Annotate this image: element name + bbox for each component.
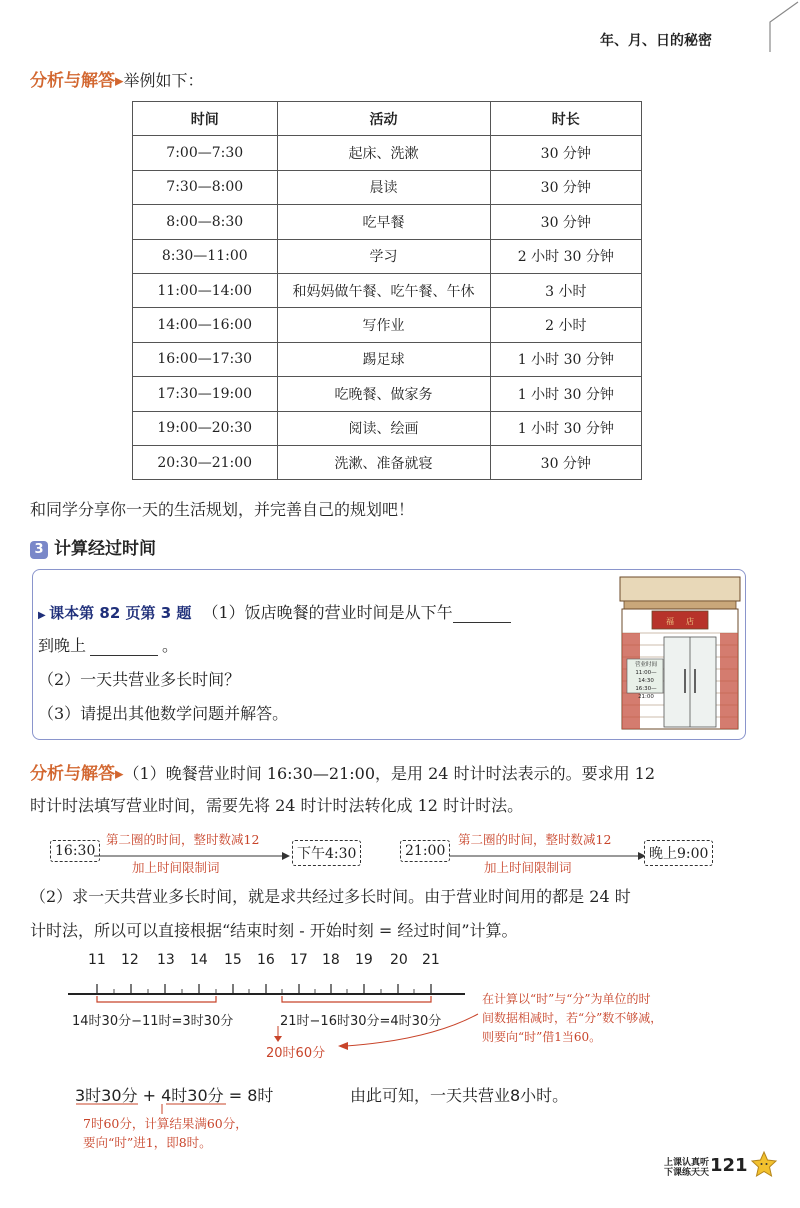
analysis-p1-line1: （1）晚餐营业时间 16:30—21:00，是用 24 时计时法表示的。要求用 12 xyxy=(123,764,656,783)
star-mascot-icon xyxy=(750,1150,778,1180)
analysis-label: 分析与解答 xyxy=(30,71,115,91)
conversion-rule: 第二圈的时间，整时数减12 xyxy=(106,832,260,847)
cell-activity: 起床、洗漱 xyxy=(277,136,490,170)
carry-note xyxy=(83,1114,248,1152)
table-row xyxy=(133,136,642,170)
table-row xyxy=(133,239,642,273)
restaurant-illustration xyxy=(618,573,742,733)
hours-sign xyxy=(629,661,663,701)
cell-activity: 吃晚餐、做家务 xyxy=(277,377,490,411)
footer-tag xyxy=(664,1158,709,1178)
table-row xyxy=(133,273,642,307)
table-row xyxy=(133,377,642,411)
restaurant-drawing xyxy=(618,573,742,733)
tick-label: 11 xyxy=(88,952,106,968)
tick-label: 12 xyxy=(121,952,139,968)
svg-text:福: 福 xyxy=(666,617,674,626)
textbook-reference: 课本第 82 页第 3 题 xyxy=(49,604,192,622)
cell-duration: 30 分钟 xyxy=(490,136,641,170)
analysis-p2-line2: 计时法，所以可以直接根据“结束时刻 - 开始时刻 = 经过时间”计算。 xyxy=(30,921,518,940)
cell-duration: 30 分钟 xyxy=(490,170,641,204)
conversion-rule: 第二圈的时间，整时数减12 xyxy=(458,832,612,847)
note-arrow-icon xyxy=(330,1010,480,1050)
cell-activity: 踢足球 xyxy=(277,342,490,376)
cell-activity: 和妈妈做午餐、吃午餐、午休 xyxy=(277,273,490,307)
conversion-diagram-2 xyxy=(400,830,730,875)
cell-duration: 2 小时 30 分钟 xyxy=(490,239,641,273)
borrow-result: 20时60分 xyxy=(266,1046,326,1061)
col-header-duration: 时长 xyxy=(490,102,641,136)
table-header-row xyxy=(133,102,642,136)
conversion-step: 加上时间限制词 xyxy=(484,860,572,875)
cell-activity: 写作业 xyxy=(277,308,490,342)
conversion-from: 16:30 xyxy=(50,840,100,862)
cell-duration: 1 小时 30 分钟 xyxy=(490,342,641,376)
cell-time: 19:00—20:30 xyxy=(133,411,278,445)
table-row xyxy=(133,445,642,479)
exercise-q2: （2）一天共营业多长时间？ xyxy=(38,670,241,689)
exercise-q1 xyxy=(38,600,511,623)
cell-activity: 吃早餐 xyxy=(277,205,490,239)
table-row xyxy=(133,170,642,204)
cell-time: 20:30—21:00 xyxy=(133,445,278,479)
conversion-step: 加上时间限制词 xyxy=(132,860,220,875)
col-header-time: 时间 xyxy=(133,102,278,136)
q1-text-2: 到晚上 xyxy=(38,636,87,655)
sign-line-1: 11:00—14:30 xyxy=(635,670,657,684)
cell-activity: 学习 xyxy=(277,239,490,273)
cell-duration: 2 小时 xyxy=(490,308,641,342)
conversion-to: 晚上9:00 xyxy=(644,840,713,866)
analysis-heading-1 xyxy=(30,66,204,91)
sum-expression: 3时30分 + 4时30分 = 8时 xyxy=(75,1086,274,1105)
cell-time: 7:30—8:00 xyxy=(133,170,278,204)
section-heading xyxy=(30,534,156,559)
footer-tag-1: 上课认真听 xyxy=(664,1158,710,1168)
section-title: 计算经过时间 xyxy=(54,539,156,559)
q1-text-3: 。 xyxy=(162,636,179,655)
conversion-diagram-1 xyxy=(50,830,380,875)
tick-label: 17 xyxy=(290,952,308,968)
triangle-icon: ▸ xyxy=(115,764,124,784)
cell-duration: 1 小时 30 分钟 xyxy=(490,377,641,411)
exercise-q1-cont xyxy=(38,633,178,656)
analysis-label: 分析与解答 xyxy=(30,764,115,784)
share-text: 和同学分享你一天的生活规划，并完善自己的规划吧！ xyxy=(30,500,415,519)
borrow-note-line: 在计算以“时”与“分”为单位的时 xyxy=(482,992,651,1006)
sum-underline xyxy=(76,1102,286,1114)
table-row xyxy=(133,205,642,239)
arrow-down-icon xyxy=(270,1026,286,1042)
schedule-table xyxy=(132,101,642,480)
exercise-q3: （3）请提出其他数学问题并解答。 xyxy=(38,704,289,723)
cell-time: 8:30—11:00 xyxy=(133,239,278,273)
cell-time: 11:00—14:00 xyxy=(133,273,278,307)
cell-activity: 阅读、绘画 xyxy=(277,411,490,445)
segment-calc-1: 14时30分−11时=3时30分 xyxy=(72,1014,234,1029)
header-corner-line xyxy=(762,0,800,52)
cell-duration: 30 分钟 xyxy=(490,205,641,239)
borrow-note xyxy=(482,990,662,1047)
tick-label: 13 xyxy=(157,952,175,968)
triangle-icon: ▶ xyxy=(38,610,50,621)
cell-activity: 晨读 xyxy=(277,170,490,204)
cell-time: 14:00—16:00 xyxy=(133,308,278,342)
table-row xyxy=(133,411,642,445)
svg-text:店: 店 xyxy=(686,617,694,626)
table-row xyxy=(133,308,642,342)
conversion-to: 下午4:30 xyxy=(292,840,361,866)
analysis-heading-2 xyxy=(30,759,655,784)
conversion-from: 21:00 xyxy=(400,840,450,862)
carry-note-line: 7时60分，计算结果满60分， xyxy=(83,1116,248,1131)
cell-time: 16:00—17:30 xyxy=(133,342,278,376)
segment-calc-2: 21时−16时30分=4时30分 xyxy=(280,1014,442,1029)
col-header-activity: 活动 xyxy=(277,102,490,136)
tick-label: 15 xyxy=(224,952,242,968)
sign-title: 营业时间 xyxy=(634,662,657,668)
sign-line-2: 16:30—21:00 xyxy=(635,686,657,700)
q1-text: （1）饭店晚餐的营业时间是从下午 xyxy=(202,603,453,622)
answer-blank-2[interactable] xyxy=(90,655,158,656)
tick-label: 21 xyxy=(422,952,440,968)
cell-activity: 洗漱、准备就寝 xyxy=(277,445,490,479)
cell-time: 8:00—8:30 xyxy=(133,205,278,239)
conclusion: 由此可知，一天共营业8小时。 xyxy=(350,1086,569,1105)
cell-duration: 3 小时 xyxy=(490,273,641,307)
cell-time: 7:00—7:30 xyxy=(133,136,278,170)
analysis-p2-line1: （2）求一天共营业多长时间，就是求共经过多长时间。由于营业时间用的都是 24 时 xyxy=(30,887,631,906)
running-header: 年、月、日的秘密 xyxy=(600,33,712,49)
borrow-note-line: 间数据相减时，若“分”数不够减， xyxy=(482,1011,663,1025)
cell-duration: 1 小时 30 分钟 xyxy=(490,411,641,445)
tick-label: 14 xyxy=(190,952,208,968)
tick-label: 20 xyxy=(390,952,408,968)
page-number: 121 xyxy=(710,1155,748,1176)
analysis-p1-line2: 时计时法填写营业时间，需要先将 24 时计时法转化成 12 时计时法。 xyxy=(30,796,524,815)
tick-label: 18 xyxy=(322,952,340,968)
cell-time: 17:30—19:00 xyxy=(133,377,278,411)
tick-label: 19 xyxy=(355,952,373,968)
answer-blank-1[interactable] xyxy=(453,622,511,623)
analysis-intro: 举例如下： xyxy=(123,71,204,90)
tick-label: 16 xyxy=(257,952,275,968)
triangle-icon: ▸ xyxy=(115,71,124,91)
section-number: 3 xyxy=(30,541,48,559)
footer-tag-2: 下课练天天 xyxy=(664,1168,710,1178)
cell-duration: 30 分钟 xyxy=(490,445,641,479)
carry-note-line: 要向“时”进1，即8时。 xyxy=(83,1135,212,1150)
table-row xyxy=(133,342,642,376)
borrow-note-line: 则要向“时”借1当60。 xyxy=(482,1030,602,1044)
number-line xyxy=(60,970,480,1010)
